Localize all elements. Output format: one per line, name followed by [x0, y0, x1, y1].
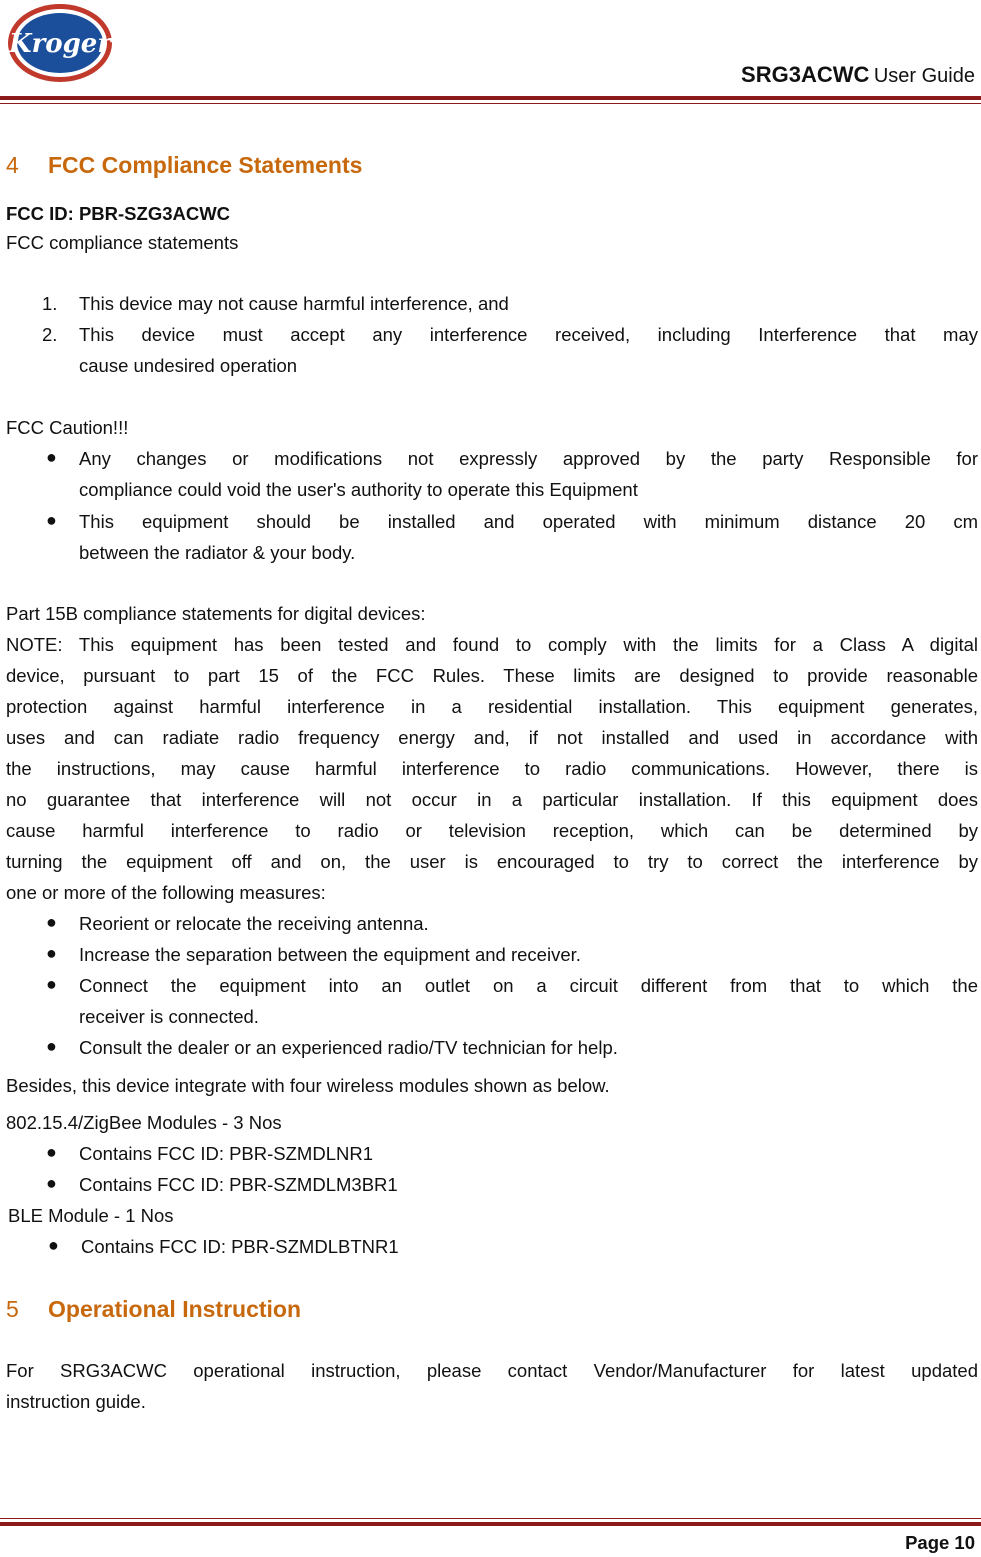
bullet-dot: ●	[46, 447, 57, 467]
numbered-item-text: This device must accept any interference received, including Interference that may	[79, 324, 978, 345]
numbered-item-text: This device may not cause harmful interference, and	[79, 293, 509, 314]
bullet-dot: ●	[46, 1036, 57, 1056]
measure-item: Consult the dealer or an experienced radio/TV technician for help.	[79, 1037, 618, 1058]
operational-text: instruction guide.	[6, 1391, 146, 1412]
part15-title: Part 15B compliance statements for digital devices:	[6, 603, 426, 624]
bullet-dot: ●	[46, 974, 57, 994]
besides-text: Besides, this device integrate with four wireless modules shown as below.	[6, 1075, 610, 1096]
measure-item: Connect the equipment into an outlet on a circuit different from that to which the	[79, 975, 978, 996]
numbered-item-text: cause undesired operation	[79, 355, 298, 376]
fcc-id: FCC ID: PBR-SZG3ACWC	[6, 203, 231, 224]
measure-item: Increase the separation between the equipment and receiver.	[79, 944, 581, 965]
bullet-dot: ●	[48, 1235, 59, 1255]
intro-text: FCC compliance statements	[6, 232, 239, 253]
doc-header-title	[741, 62, 975, 88]
note-line: turning the equipment off and on, the user is encouraged to try to correct the interference by	[6, 851, 978, 872]
caution-title: FCC Caution!!!	[6, 417, 129, 438]
zigbee-item: Contains FCC ID: PBR-SZMDLNR1	[79, 1143, 374, 1164]
caution-bullet-text: between the radiator & your body.	[79, 542, 356, 563]
kroger-logo-icon	[6, 2, 114, 84]
footer-rule-thick	[0, 1522, 981, 1526]
page-number: Page 10	[905, 1532, 975, 1553]
numbered-item-number: 2.	[42, 324, 58, 345]
bullet-dot: ●	[46, 1173, 57, 1193]
measure-item: receiver is connected.	[79, 1006, 259, 1027]
section-4-heading	[6, 152, 363, 179]
note-line: one or more of the following measures:	[6, 882, 326, 903]
logo-text: Kroger	[8, 29, 112, 59]
note-line: protection against harmful interference in a residential installation. This equipment generates,	[6, 696, 978, 717]
numbered-item-number: 1.	[42, 293, 58, 314]
zigbee-item: Contains FCC ID: PBR-SZMDLM3BR1	[79, 1174, 398, 1195]
section-number: 5	[6, 1296, 19, 1322]
section-5-heading	[6, 1296, 302, 1323]
zigbee-title: 802.15.4/ZigBee Modules - 3 Nos	[6, 1112, 282, 1133]
bullet-dot: ●	[46, 1142, 57, 1162]
note-line: cause harmful interference to radio or television reception, which can be determined by	[6, 820, 978, 841]
note-line: uses and can radiate radio frequency energy and, if not installed and used in accordance with	[6, 727, 978, 748]
note-line: device, pursuant to part 15 of the FCC Rules. These limits are designed to provide reasonable	[6, 665, 978, 686]
note-line: NOTE: This equipment has been tested and found to comply with the limits for a Class A digital	[6, 634, 978, 655]
doc-label: User Guide	[873, 65, 975, 87]
section-title: Operational Instruction	[48, 1296, 302, 1322]
section-title: FCC Compliance Statements	[48, 152, 363, 178]
bullet-dot: ●	[46, 912, 57, 932]
ble-item: Contains FCC ID: PBR-SZMDLBTNR1	[81, 1236, 399, 1257]
kroger-logo	[6, 2, 114, 84]
operational-text: For SRG3ACWC operational instruction, please contact Vendor/Manufacturer for latest updated	[6, 1360, 978, 1381]
ble-title: BLE Module - 1 Nos	[8, 1205, 174, 1226]
section-number: 4	[6, 152, 19, 178]
header-rule-thin	[0, 103, 981, 104]
bullet-dot: ●	[46, 510, 57, 530]
measure-item: Reorient or relocate the receiving antenna.	[79, 913, 429, 934]
note-line: no guarantee that interference will not occur in a particular installation. If this equipment does	[6, 789, 978, 810]
model-name: SRG3ACWC	[741, 62, 870, 87]
bullet-dot: ●	[46, 943, 57, 963]
caution-bullet-text: This equipment should be installed and operated with minimum distance 20 cm	[79, 511, 978, 532]
note-line: the instructions, may cause harmful interference to radio communications. However, there is	[6, 758, 978, 779]
footer-rule-thin	[0, 1518, 981, 1519]
caution-bullet-text: compliance could void the user's authority to operate this Equipment	[79, 479, 638, 500]
header-rule-thick	[0, 96, 981, 100]
caution-bullet-text: Any changes or modifications not expressly approved by the party Responsible for	[79, 448, 978, 469]
